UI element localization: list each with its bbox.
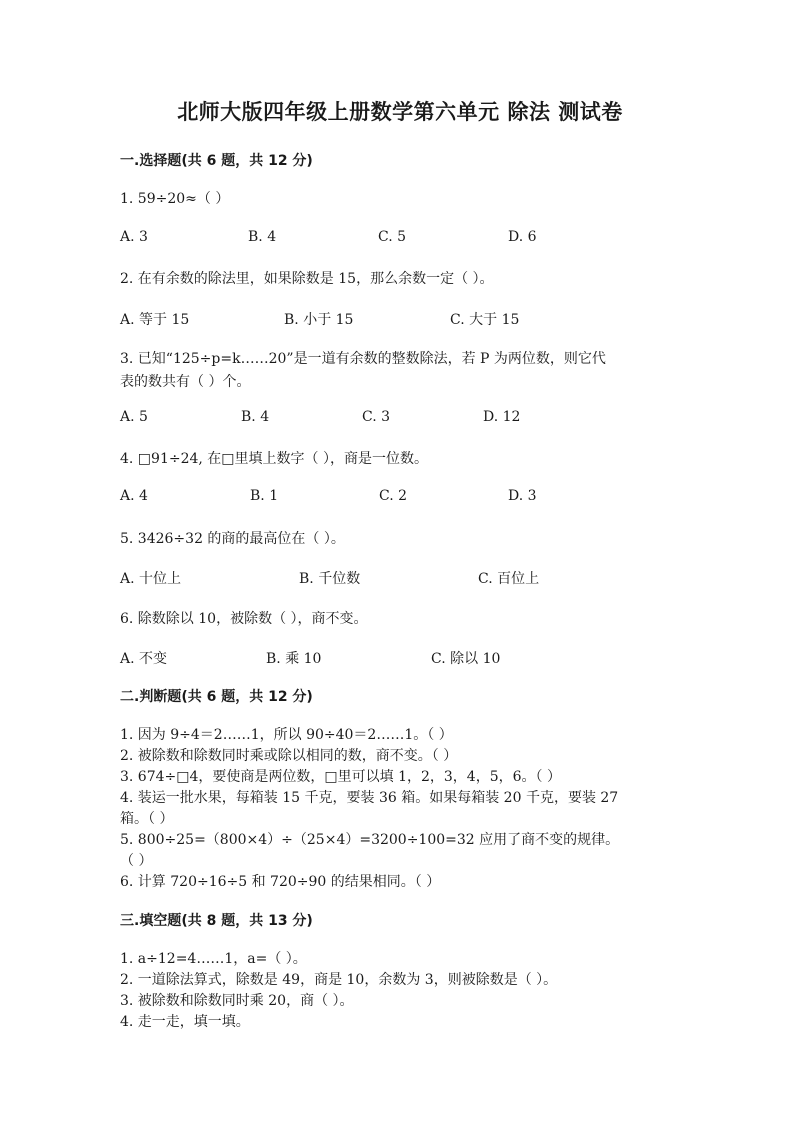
question-1-5-option-a: A. 十位上 — [120, 571, 182, 587]
fill-line-4: 4. 走一走，填一填。 — [120, 1014, 250, 1030]
question-1-1-option-d: D. 6 — [508, 229, 537, 245]
question-1-6-option-b: B. 乘 10 — [266, 651, 322, 667]
question-1-2-option-b: B. 小于 15 — [284, 312, 354, 328]
judgment-line-5: 5. 800÷25=（800×4）÷（25×4）=3200÷100=32 应用了商不变的规律。 — [120, 832, 620, 848]
judgment-line-3: 3. 674÷□4，要使商是两位数，□里可以填 1，2，3，4，5，6。（ ） — [120, 769, 561, 785]
question-1-4-text: 4. □91÷24, 在□里填上数字（ ），商是一位数。 — [120, 451, 428, 467]
question-1-1-option-b: B. 4 — [248, 229, 277, 245]
question-1-3-option-a: A. 5 — [120, 409, 148, 425]
question-1-2-option-c: C. 大于 15 — [450, 312, 520, 328]
page-title: 北师大版四年级上册数学第六单元 除法 测试卷 — [177, 100, 623, 124]
section-header-judgment: 二.判断题(共 6 题，共 12 分) — [120, 689, 313, 705]
question-1-4-option-b: B. 1 — [250, 488, 279, 504]
question-1-3-option-b: B. 4 — [241, 409, 270, 425]
question-1-6-text: 6. 除数除以 10，被除数（ ），商不变。 — [120, 611, 368, 627]
judgment-line-6: 6. 计算 720÷16÷5 和 720÷90 的结果相同。（ ） — [120, 874, 441, 890]
question-1-2-text: 2. 在有余数的除法里，如果除数是 15，那么余数一定（ ）。 — [120, 271, 494, 287]
question-1-2-option-a: A. 等于 15 — [120, 312, 190, 328]
section-header-fill: 三.填空题(共 8 题，共 13 分) — [120, 913, 313, 929]
question-1-4-option-c: C. 2 — [379, 488, 408, 504]
judgment-line-5-cont: （ ） — [120, 853, 153, 869]
question-1-5-text: 5. 3426÷32 的商的最高位在（ ）。 — [120, 531, 345, 547]
fill-line-1: 1. a÷12=4……1，a=（ ）。 — [120, 951, 307, 967]
question-1-4-option-d: D. 3 — [508, 488, 537, 504]
judgment-line-2: 2. 被除数和除数同时乘或除以相同的数，商不变。（ ） — [120, 748, 458, 764]
section-header-choice: 一.选择题(共 6 题，共 12 分) — [120, 153, 313, 169]
judgment-line-4-cont: 箱。（ ） — [120, 811, 174, 827]
question-1-1-option-a: A. 3 — [120, 229, 148, 245]
question-1-6-option-c: C. 除以 10 — [431, 651, 501, 667]
question-1-4-option-a: A. 4 — [120, 488, 148, 504]
question-1-1-text: 1. 59÷20≈（ ） — [120, 191, 230, 207]
question-1-1-option-c: C. 5 — [378, 229, 407, 245]
question-1-3-option-c: C. 3 — [362, 409, 391, 425]
question-1-3-option-d: D. 12 — [483, 409, 521, 425]
judgment-line-1: 1. 因为 9÷4＝2……1，所以 90÷40＝2……1。（ ） — [120, 727, 453, 743]
question-1-3-text-line1: 3. 已知“125÷p=k……20”是一道有余数的整数除法，若 P 为两位数，则它代 — [120, 351, 606, 367]
fill-line-3: 3. 被除数和除数同时乘 20，商（ ）。 — [120, 993, 354, 1009]
question-1-6-option-a: A. 不变 — [120, 651, 168, 667]
fill-line-2: 2. 一道除法算式，除数是 49，商是 10，余数为 3，则被除数是（ ）。 — [120, 972, 558, 988]
question-1-5-option-c: C. 百位上 — [478, 571, 540, 587]
judgment-line-4: 4. 装运一批水果，每箱装 15 千克，要装 36 箱。如果每箱装 20 千克，要装 27 — [120, 790, 619, 806]
question-1-5-option-b: B. 千位数 — [299, 571, 361, 587]
question-1-3-text-line2: 表的数共有（ ）个。 — [120, 374, 251, 390]
